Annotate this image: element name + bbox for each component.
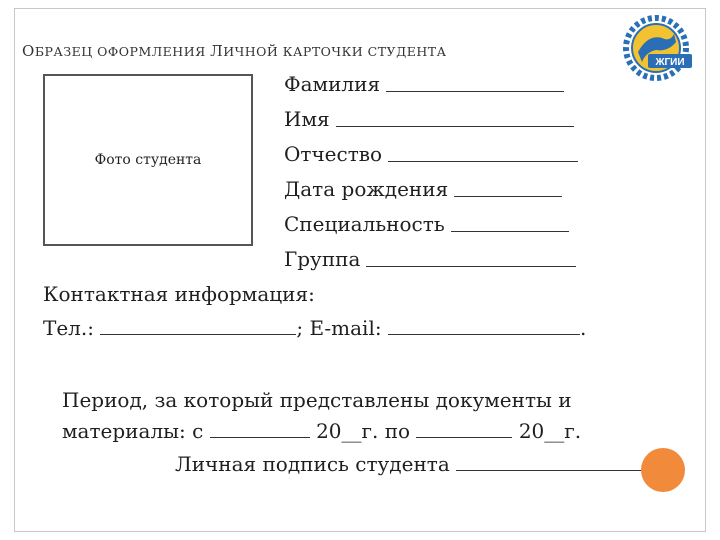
field-patronymic-label: Отчество (284, 142, 383, 166)
accent-circle (641, 448, 685, 492)
field-surname-line[interactable] (386, 90, 564, 92)
title-part-1: БРАЗЕЦ ОФОРМЛЕНИЯ (34, 44, 211, 59)
field-surname (284, 72, 564, 96)
period-year-end: 20__г. (518, 419, 582, 443)
phone-line[interactable] (100, 333, 296, 335)
period-line-1: Период, за который представлены документы и (62, 388, 572, 412)
field-group-line[interactable] (366, 265, 576, 267)
field-name-label: Имя (284, 107, 330, 131)
period-from-line[interactable] (210, 436, 310, 438)
field-patronymic-line[interactable] (388, 160, 578, 162)
signature-row (175, 452, 646, 476)
signature-line[interactable] (456, 469, 646, 471)
email-line[interactable] (388, 333, 580, 335)
signature-label: Личная подпись студента (175, 452, 450, 476)
university-emblem-icon (618, 12, 696, 84)
period-to-line[interactable] (416, 436, 512, 438)
contact-end: . (579, 316, 587, 340)
field-group-label: Группа (284, 247, 361, 271)
field-group (284, 247, 576, 271)
field-birthdate-label: Дата рождения (284, 177, 449, 201)
period-from-label: материалы: с (62, 419, 204, 443)
field-name-line[interactable] (336, 125, 574, 127)
period-year-to: 20__г. по (316, 419, 411, 443)
title-part-2: ИЧНОЙ КАРТОЧКИ СТУДЕНТА (223, 44, 447, 59)
period-line-2 (62, 419, 581, 443)
page-title (22, 42, 447, 60)
field-surname-label: Фамилия (284, 72, 381, 96)
title-cap-2: Л (210, 42, 224, 60)
field-birthdate (284, 177, 562, 201)
title-cap-1: О (22, 42, 35, 60)
photo-label: Фото студента (94, 152, 202, 168)
contact-title: Контактная информация: (43, 282, 315, 306)
logo-text: ЖГИИ (655, 57, 685, 68)
field-specialty-line[interactable] (451, 230, 569, 232)
phone-label: Тел.: (43, 316, 94, 340)
field-patronymic (284, 142, 578, 166)
field-birthdate-line[interactable] (454, 195, 562, 197)
field-specialty (284, 212, 569, 236)
photo-placeholder (43, 74, 253, 246)
email-label: ; E-mail: (296, 316, 382, 340)
contact-line (43, 316, 586, 340)
field-specialty-label: Специальность (284, 212, 445, 236)
field-name (284, 107, 574, 131)
